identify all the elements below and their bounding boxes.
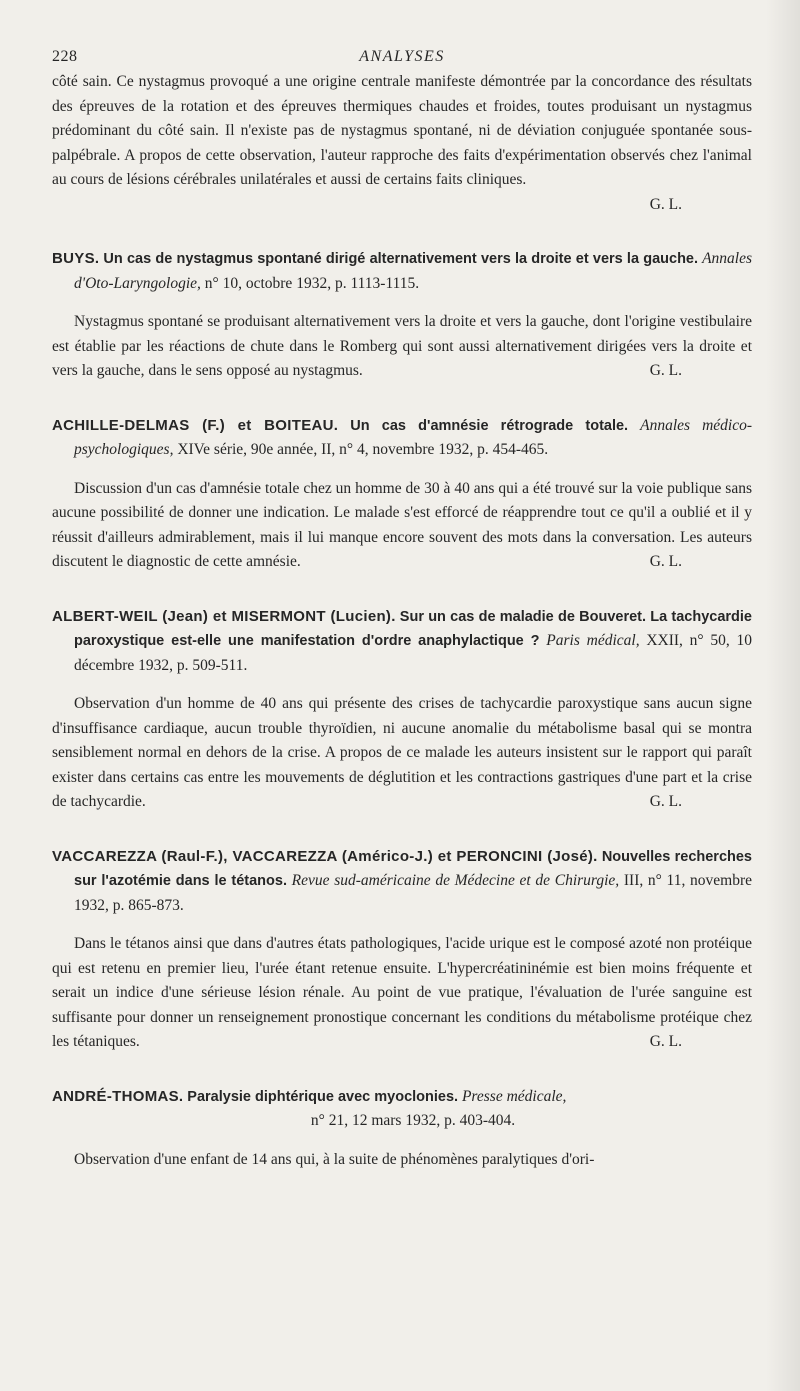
entry-signature: G. L.	[649, 195, 682, 213]
entry-signature: G. L.	[649, 793, 682, 810]
entry-body	[52, 932, 752, 1055]
entry-vaccarezza	[52, 845, 752, 1055]
page-number: 228	[52, 48, 78, 65]
running-title: ANALYSES	[359, 48, 445, 65]
entry-buys	[52, 247, 752, 384]
entry-signature: G. L.	[649, 553, 682, 570]
entry-authors: ACHILLE-DELMAS (F.) et BOITEAU.	[52, 416, 339, 434]
entry-continuation	[52, 70, 752, 217]
entry-journal: Presse médicale,	[461, 1087, 567, 1105]
entry-authors: ALBERT-WEIL (Jean) et MISERMONT (Lucien).	[52, 607, 396, 625]
running-header	[52, 48, 752, 70]
page-edge-shadow	[766, 0, 800, 1391]
entry-citation	[52, 414, 752, 463]
entry-body: Observation d'une enfant de 14 ans qui, à la suite de phénomènes paralytiques d'ori-	[74, 1150, 595, 1168]
entry-andre-thomas	[52, 1085, 752, 1173]
entry-ref: III, n° 11, novembre 1932, p. 865-873.	[74, 872, 753, 914]
entry-body-text: Nystagmus spontané se produisant alternativement vers la droite et vers la gauche, dont l'origine vestibulaire est établie par les réactions de chute dans le Romberg qui sont aussi alternativement dirigées vers la droite et vers la gauche, dans le sens opposé au nystagmus.	[52, 313, 752, 379]
entry-albert-weil	[52, 605, 752, 815]
entry-body	[52, 477, 752, 575]
entry-authors: VACCAREZZA (Raul-F.), VACCAREZZA (Américo-J.) et PERONCINI (José).	[52, 847, 598, 865]
entry-journal: Annales d'Oto-Laryngologie,	[74, 250, 753, 292]
entry-body	[52, 692, 752, 815]
entry-signature: G. L.	[649, 362, 682, 379]
entry-title: Un cas de nystagmus spontané dirigé alternativement vers la droite et vers la gauche.	[103, 251, 699, 267]
entry-authors: BUYS.	[52, 250, 100, 267]
entry-body	[52, 310, 752, 384]
entry-ref: XXII, n° 50, 10 décembre 1932, p. 509-511.	[74, 632, 753, 674]
entry-body-text: Dans le tétanos ainsi que dans d'autres états pathologiques, l'acide urique est le composé azoté non protéique qui est retenu en premier lieu, l'urée étant retenue ensuite. L'hypercréatininémie est bien moins fréquente et serait un indice d'une sérieuse lésion rénale. Au point de vue pratique, l'évaluation de l'urée sanguine est suffisante pour donner un renseignement pronostique concernant les conditions du métabolisme protéique chez les tétaniques.	[52, 935, 752, 1050]
entry-body-text: Discussion d'un cas d'amnésie totale chez un homme de 30 à 40 ans qui a été trouvé sur la voie publique sans aucune possibilité de donner une indication. Le malade s'est efforcé de réapprendre tout ce qu'il a oublié et il y réussit d'ailleurs admirablement, mais il lui manque encore souvent des mots dans la conversation. Les auteurs discutent le diagnostic de cette amnésie.	[52, 479, 752, 570]
entry-body: côté sain. Ce nystagmus provoqué a une origine centrale manifeste démontrée par la concordance des résultats des épreuves de la rotation et des épreuves thermiques chaudes et froides, toutes produisant un nystagmus prédominant du côté sain. Il n'existe pas de nystagmus spontané, ni de déviation conjuguée spontanée sous-palpébrale. A propos de cette observation, l'auteur rapproche des faits d'expérimentation observés chez l'animal au cours de lésions cérébrales unilatérales et aussi de certains faits cliniques.	[52, 73, 752, 188]
entry-journal: Revue sud-américaine de Médecine et de Chirurgie,	[291, 872, 620, 889]
entry-journal: Paris médical,	[546, 632, 640, 649]
entry-journal: Annales médico-psychologiques,	[74, 416, 753, 458]
entry-citation	[52, 247, 752, 296]
entry-title: Sur un cas de maladie de Bouveret. La tachycardie paroxystique est-elle une manifestation d'ordre anaphylactique ?	[74, 608, 752, 649]
entry-achille-delmas	[52, 414, 752, 575]
entry-citation	[52, 845, 752, 919]
entry-signature: G. L.	[649, 1033, 682, 1050]
entry-authors: ANDRÉ-THOMAS.	[52, 1087, 184, 1105]
entry-body-text: Observation d'un homme de 40 ans qui présente des crises de tachycardie paroxystique sans aucun signe d'insuffisance cardiaque, aucun trouble thyroïdien, ni aucune anomalie du métabolisme basal qui se montra sensiblement normal en dehors de la crise. A propos de ce malade les auteurs insistent sur le rapport qui paraît exister dans certains cas entre les mouvements de déglutition et les contractions gastriques d'une part et la crise de tachycardie.	[52, 695, 752, 810]
entry-title: Paralysie diphtérique avec myoclonies.	[187, 1088, 459, 1105]
entry-citation	[52, 1085, 752, 1134]
entry-title: Un cas d'amnésie rétrograde totale.	[350, 417, 629, 434]
entry-ref: n° 10, octobre 1932, p. 1113-1115.	[204, 274, 420, 292]
entry-ref: n° 21, 12 mars 1932, p. 403-404.	[310, 1112, 516, 1129]
entry-citation	[52, 605, 752, 679]
entry-title: Nouvelles recherches sur l'azotémie dans le tétanos.	[74, 848, 753, 889]
entry-ref: XIVe série, 90e année, II, n° 4, novembre 1932, p. 454-465.	[177, 441, 549, 458]
